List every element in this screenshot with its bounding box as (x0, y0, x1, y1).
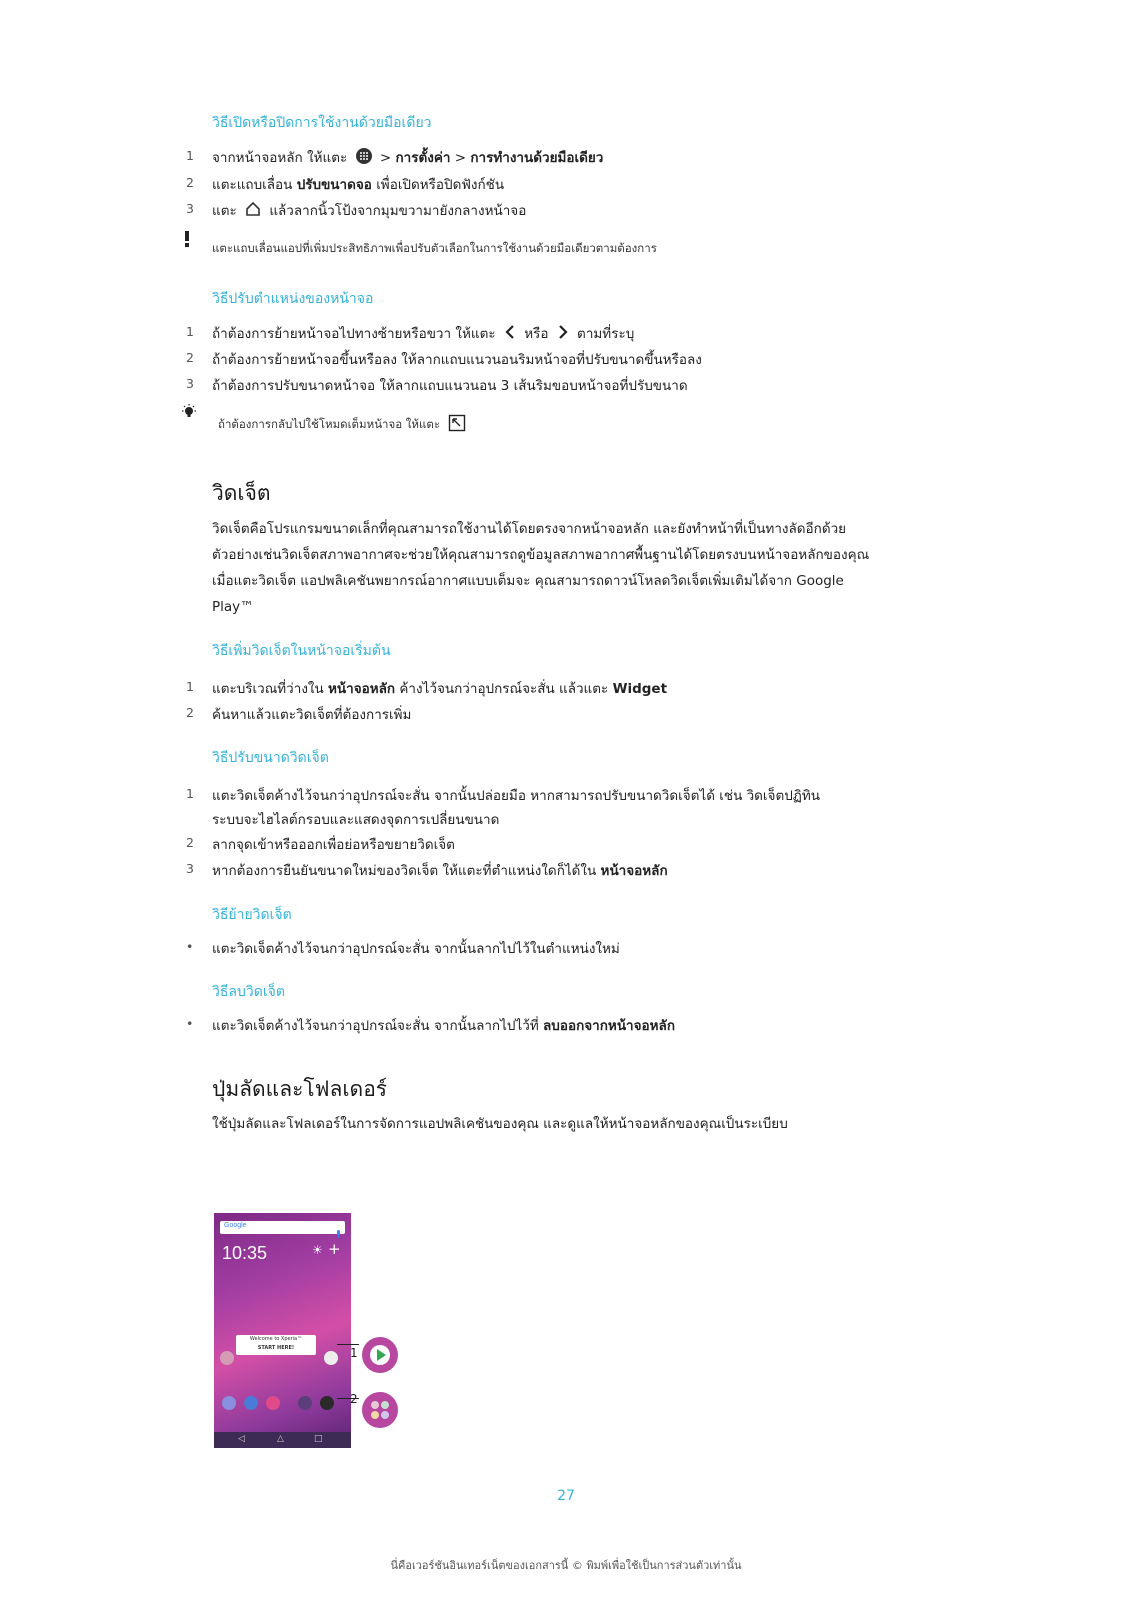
tip-text: ถ้าต้องการกลับไปใช้โหมดเต็มหน้าจอ ให้แตะ (218, 414, 470, 435)
back-icon: ◁ (238, 1434, 245, 1444)
home-nav-icon: △ (277, 1434, 284, 1444)
step-text: หากต้องการยืนยันขนาดใหม่ของวิดเจ็ต ให้แตะที่ตำแหน่งใดก็ได้ใน หน้าจอหลัก (212, 863, 668, 879)
heading-adjust-position: วิธีปรับตำแหน่งของหน้าจอ (212, 291, 374, 307)
heading-remove-widget: วิธีลบวิดเจ็ต (212, 984, 285, 1000)
step-number: 1 (186, 148, 194, 163)
step-number: 2 (186, 705, 194, 720)
welcome-card (236, 1335, 316, 1355)
bullet: • (186, 939, 194, 954)
google-search-bar (220, 1221, 345, 1234)
step-number: 1 (186, 324, 194, 339)
app-icon (222, 1396, 236, 1410)
play-store-callout-icon (362, 1337, 398, 1373)
tip-lightbulb-icon (180, 404, 198, 424)
step-text: ถ้าต้องการย้ายหน้าจอขึ้นหรือลง ให้ลากแถบแนวนอนริมหน้าจอที่ปรับขนาดขึ้นหรือลง (212, 352, 702, 368)
step-number: 2 (186, 835, 194, 850)
step-text: จากหน้าจอหลัก ให้แตะ > การตั้งค่า > การทำงานด้วยมือเดียว (212, 150, 604, 166)
heading-move-widget: วิธีย้ายวิดเจ็ต (212, 907, 292, 923)
step-text: ลากจุดเข้าหรือออกเพื่อย่อหรือขยายวิดเจ็ต (212, 837, 455, 853)
play-store-icon (324, 1351, 338, 1365)
callout-number-1: 1 (350, 1346, 358, 1360)
step-text: แตะวิดเจ็ตค้างไว้จนกว่าอุปกรณ์จะสั่น จากนั้นปล่อยมือ หากสามารถปรับขนาดวิดเจ็ตได้ เช่น วิดเจ็ตปฏิทิน (212, 788, 820, 804)
start-here-text: START HERE! (257, 1345, 295, 1351)
chevron-right-icon (557, 325, 569, 343)
step-number: 3 (186, 201, 194, 216)
warning-icon (183, 231, 191, 251)
chevron-left-icon (504, 325, 516, 343)
heading-one-hand: วิธีเปิดหรือปิดการใช้งานด้วยมือเดียว (212, 115, 432, 131)
welcome-text: Welcome to Xperia™ (249, 1336, 303, 1342)
step-text: แตะแถบเลื่อน ปรับขนาดจอ เพื่อเปิดหรือปิดฟังก์ชัน (212, 177, 505, 193)
folder-icon (220, 1351, 234, 1365)
bullet-text: แตะวิดเจ็ตค้างไว้จนกว่าอุปกรณ์จะสั่น จากนั้นลากไปไว้ในตำแหน่งใหม่ (212, 941, 620, 957)
step-number: 2 (186, 175, 194, 190)
step-text: ถ้าต้องการปรับขนาดหน้าจอ ให้ลากแถบแนวนอน 3 เส้นริมขอบหน้าจอที่ปรับขนาด (212, 378, 688, 394)
step-number: 2 (186, 350, 194, 365)
app-icon (244, 1396, 258, 1410)
step-text: ค้นหาแล้วแตะวิดเจ็ตที่ต้องการเพิ่ม (212, 707, 412, 723)
step-text: แตะ แล้วลากนิ้วโป้งจากมุมขวามายังกลางหน้าจอ (212, 203, 527, 219)
step-number: 3 (186, 861, 194, 876)
recents-icon: □ (314, 1434, 323, 1444)
weather-sun-icon: ☀ (312, 1243, 323, 1257)
app-icon (266, 1396, 280, 1410)
step-text: ถ้าต้องการย้ายหน้าจอไปทางซ้ายหรือขวา ให้แตะ หรือ ตามที่ระบุ (212, 326, 635, 342)
widgets-paragraph: วิดเจ็ตคือโปรแกรมขนาดเล็กที่คุณสามารถใช้งานได้โดยตรงจากหน้าจอหลัก และยังทำหน้าที่เป็นทางลัดอีกด้วย ตัวอย่างเช่นวิดเจ็ตสภาพอากาศจะช่วยให้คุณสามารถดูข้อมูลสภาพอากาศพื้นฐานได้โดยตรงบนหน้าจอหลักของคุณ เมื่อแตะวิดเจ็ต แอปพลิเคชันพยากรณ์อากาศแบบเต็มจะ คุณสามารถดาวน์โหลดวิดเจ็ตเพิ่มเติมได้จาก Google Play™ (212, 521, 870, 615)
page-number: 27 (557, 1488, 575, 1504)
exit-fullscreen-icon (448, 414, 466, 435)
step-text: แตะบริเวณที่ว่างใน หน้าจอหลัก ค้างไว้จนกว่าอุปกรณ์จะสั่น แล้วแตะ Widget (212, 681, 668, 697)
step-number: 1 (186, 679, 194, 694)
folder-callout-icon (362, 1392, 398, 1428)
callout-number-2: 2 (350, 1392, 358, 1406)
title-widgets: วิดเจ็ต (212, 481, 271, 505)
heading-add-widget: วิธีเพิ่มวิดเจ็ตในหน้าจอเริ่มต้น (212, 643, 391, 659)
google-logo: Google (224, 1222, 247, 1229)
phone-screenshot (214, 1213, 351, 1448)
step-number: 1 (186, 786, 194, 801)
bullet: • (186, 1016, 194, 1031)
title-shortcuts-folders: ปุ่มลัดและโฟลเดอร์ (212, 1077, 388, 1101)
callout-line (337, 1344, 359, 1345)
apps-grid-icon (356, 148, 372, 168)
step-text-continued: ระบบจะไฮไลต์กรอบและแสดงจุดการเปลี่ยนขนาด (212, 812, 500, 828)
home-icon (245, 201, 261, 221)
shortcuts-paragraph: ใช้ปุ่มลัดและโฟลเดอร์ในการจัดการแอปพลิเคชันของคุณ และดูแลให้หน้าจอหลักของคุณเป็นระเบียบ (212, 1116, 788, 1132)
app-icon (320, 1396, 334, 1410)
bullet-text: แตะวิดเจ็ตค้างไว้จนกว่าอุปกรณ์จะสั่น จากนั้นลากไปไว้ที่ ลบออกจากหน้าจอหลัก (212, 1018, 675, 1034)
step-number: 3 (186, 376, 194, 391)
heading-resize-widget: วิธีปรับขนาดวิดเจ็ต (212, 750, 329, 766)
clock-widget: 10:35 (222, 1243, 268, 1263)
footer-text: นี่คือเวอร์ชันอินเทอร์เน็ตของเอกสารนี้ © พิมพ์เพื่อใช้เป็นการส่วนตัวเท่านั้น (390, 1559, 742, 1572)
navigation-bar (214, 1432, 351, 1448)
app-icon (298, 1396, 312, 1410)
note-text: แตะแถบเลื่อนแอปที่เพิ่มประสิทธิภาพเพื่อปรับตัวเลือกในการใช้งานด้วยมือเดียวตามต้องการ (212, 241, 657, 255)
add-icon: + (328, 1240, 341, 1258)
